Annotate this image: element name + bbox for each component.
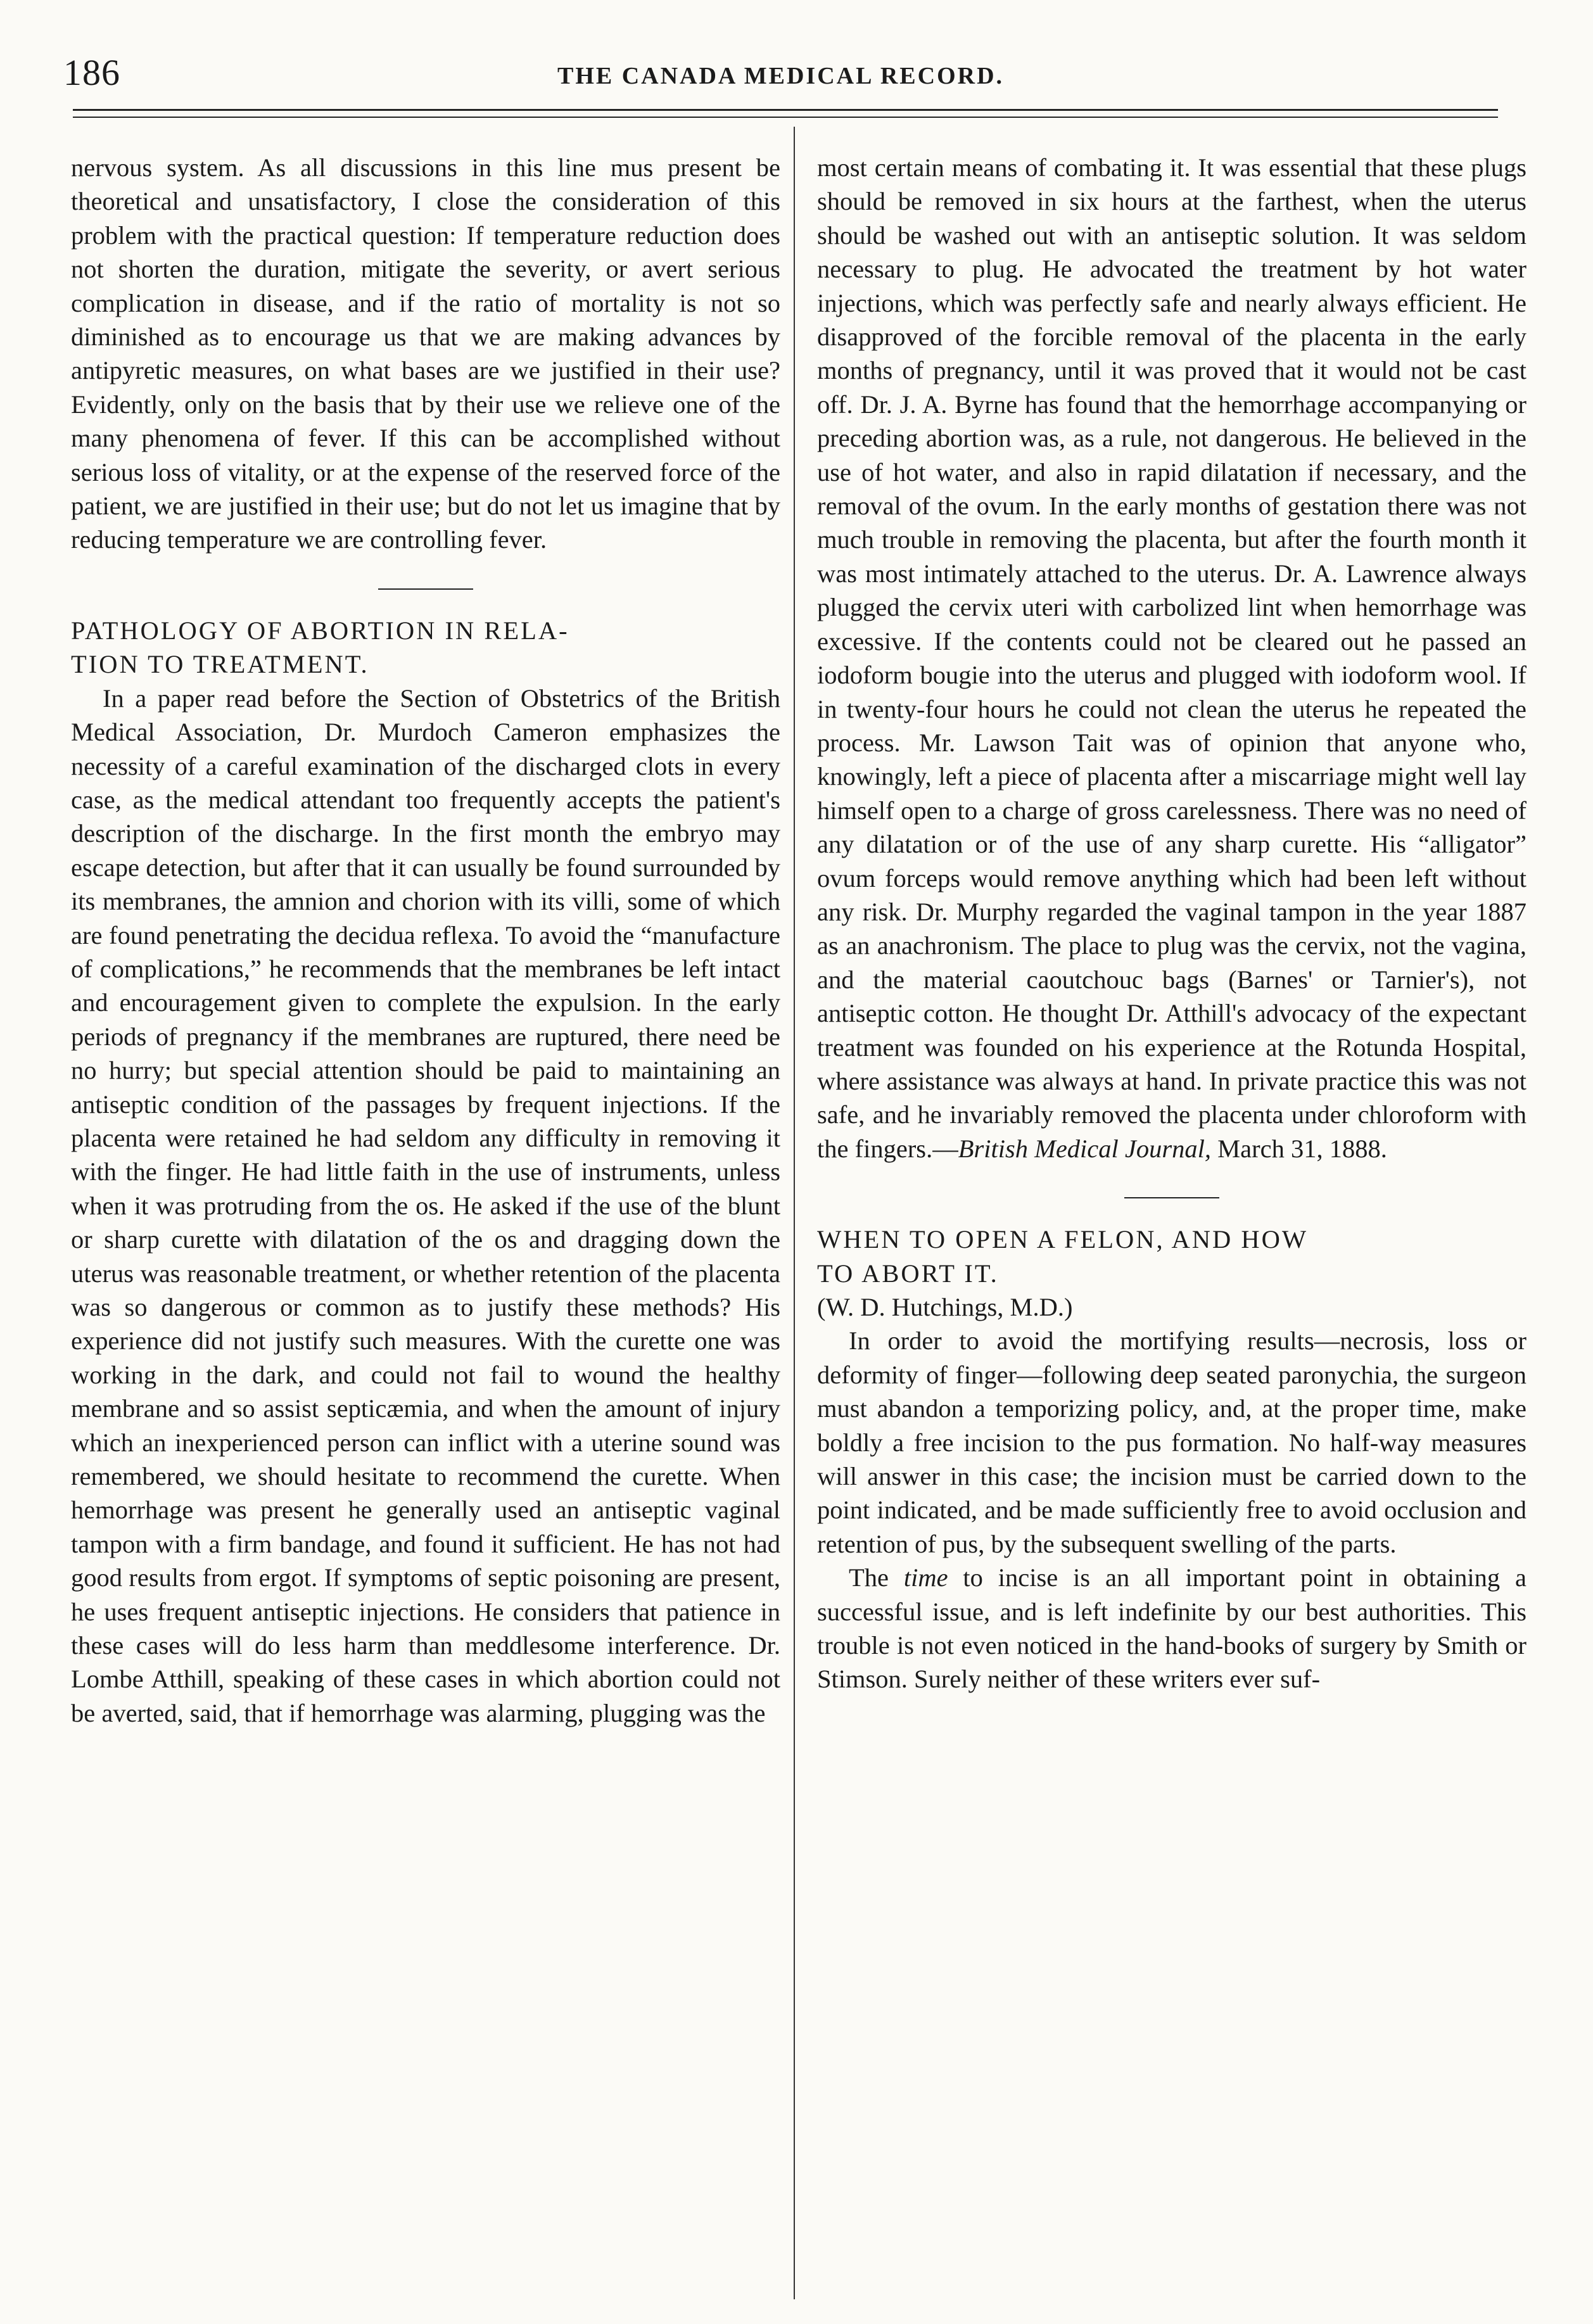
article-title-abortion-line2: TION TO TREATMENT. <box>71 650 369 679</box>
journal-citation: British Medical Journal, <box>958 1134 1212 1163</box>
right-column <box>817 151 1526 2298</box>
page-number: 186 <box>63 52 120 93</box>
header-rule-secondary <box>73 117 1498 118</box>
paragraph-felon-intro: In order to avoid the mortifying results—necrosis, loss or deformity of finger—following deep seated paronychia, the surgeon must abandon a temporizing policy, and, at the proper time, make boldly a free incision to the pus formation. No half-way measures will answer in this case; the incision must be carried down to the point indicated, and be made sufficiently free to avoid occlusion and retention of pus, by the subsequent swelling of the parts. <box>817 1326 1526 1558</box>
article-byline: (W. D. Hutchings, M.D.) <box>817 1293 1073 1321</box>
section-divider <box>378 588 473 590</box>
article-title-abortion-line1: PATHOLOGY OF ABORTION IN RELA- <box>71 616 569 645</box>
felon-time-lead: The <box>849 1563 904 1592</box>
page-header <box>63 48 1498 98</box>
journal-title: THE CANADA MEDICAL RECORD. <box>557 63 1005 89</box>
header-rule <box>73 109 1498 111</box>
article-title-felon-line2: TO ABORT IT. <box>817 1259 999 1288</box>
felon-time-rest: to incise is an all important point in obtaining a successful issue, and is left indefinite by our best authorities. This trouble is not even noticed in the hand-books of surgery by Smith or Stimson. Surely neither of these writers ever suf- <box>817 1563 1526 1694</box>
paragraph-abortion-body: In a paper read before the Section of Obstetrics of the British Medical Association, Dr. Murdoch Cameron emphasizes the necessity of a careful examination of the discharged clots in every case, as the medical attendant too frequently accepts the patient's description of the discharge. In the first month the embryo may escape detection, but after that it can usually be found surrounded by its membranes, the amnion and chorion with its villi, some of which are found penetrating the decidua reflexa. To avoid the “manufacture of complications,” he recommends that the membranes be left intact and encouragement given to complete the expulsion. In the early periods of pregnancy if the membranes are ruptured, there need be no hurry; but special attention should be paid to maintaining an antiseptic condition of the passages by frequent injections. If the placenta were retained he had seldom any difficulty in removing it with the finger. He had little faith in the use of instruments, unless when it was protruding from the os. He asked if the use of the blunt or sharp curette with dilatation of the os and dragging down the uterus was reasonable treatment, or whether retention of the placenta was so dangerous or common as to justify these methods? His experience did not justify such measures. With the curette one was working in the dark, and could not fail to wound the healthy membrane and so assist septicæmia, and when the amount of injury which an inexperienced person can inflict with a uterine sound was remembered, we should hesitate to recommend the curette. When hemorrhage was present he generally used an antiseptic vaginal tampon with a firm bandage, and found it sufficient. He has not had good results from ergot. If symptoms of septic poisoning are present, he uses frequent antiseptic injections. He considers that patience in these cases will do less harm than meddlesome interference. Dr. Lombe Atthill, speaking of these cases in which abortion could not be averted, said, that if hemorrhage was alarming, plugging was the <box>71 683 780 1727</box>
article-title-felon-line1: WHEN TO OPEN A FELON, AND HOW <box>817 1225 1309 1254</box>
abortion-continued-text: most certain means of combating it. It was essential that these plugs should be removed in six hours at the farthest, when the uterus should be washed out with an antiseptic solution. It was seldom necessary to plug. He advocated the treatment by hot water injections, which was perfectly safe and nearly always efficient. He disapproved of the forcible removal of the placenta in the early months of pregnancy, until it was proved that it would not be cast off. Dr. J. A. Byrne has found that the hemorrhage accompanying or preceding abortion was, as a rule, not dangerous. He believed in the use of hot water, and also in rapid dilatation if necessary, and the removal of the ovum. In the early months of gestation there was not much trouble in removing the placenta, but after the fourth month it was most intimately attached to the uterus. Dr. A. Lawrence always plugged the cervix uteri with carbolized lint when hemorrhage was excessive. If the contents could not be cleared out he passed an iodoform bougie into the uterus and plugged with iodoform wool. If in twenty-four hours he could not clean the uterus he repeated the process. Mr. Lawson Tait was of opinion that anyone who, knowingly, left a piece of placenta after a miscarriage might well lay himself open to a charge of gross carelessness. There was no need of any dilatation or of the use of any sharp curette. His “alligator” ovum forceps would remove anything which had been left without any risk. Dr. Murphy regarded the vaginal tampon in the year 1887 as an anachronism. The place to plug was the cervix, not the vagina, and the material caoutchouc bags (Barnes' or Tarnier's), not antiseptic cotton. He thought Dr. Atthill's advocacy of the expectant treatment was founded on his experience at the Rotunda Hospital, where assistance was always at hand. In private practice this was not safe, and he invariably removed the placenta under chloroform with the fingers.— <box>817 153 1526 1163</box>
paragraph-fever-conclusion: nervous system. As all discussions in this line mus present be theoretical and unsatisfactory, I close the consideration of this problem with the practical question: If temperature reduction does not shorten the duration, mitigate the severity, or avert serious complication in disease, and if the ratio of mortality is not so diminished as to encourage us that we are making advances by antipyretic measures, on what bases are we justified in their use? Evidently, only on the basis that by their use we relieve one of the many phenomena of fever. If this can be accomplished without serious loss of vitality, or at the expense of the reserved force of the patient, we are justified in their use; but do not let us imagine that by reducing temperature we are controlling fever. <box>71 153 780 554</box>
paragraph-felon-time <box>817 1561 1526 1696</box>
column-divider <box>794 127 795 2299</box>
paragraph-abortion-continued <box>817 151 1526 1165</box>
emphasis-time: time <box>903 1563 948 1592</box>
left-column <box>71 151 780 2298</box>
citation-date: March 31, 1888. <box>1211 1134 1387 1163</box>
section-divider-right <box>1124 1197 1219 1198</box>
